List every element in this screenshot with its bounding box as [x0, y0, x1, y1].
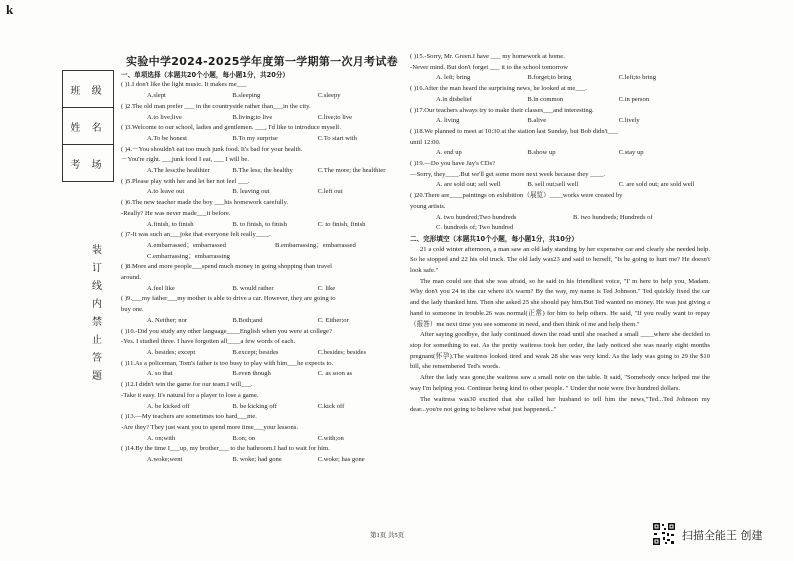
question-line: around.: [121, 274, 141, 282]
name-label: 姓 名: [63, 107, 113, 144]
answer-option: A. are sold out; sell well: [436, 181, 501, 189]
page-footer: 第1页 共5页: [370, 532, 405, 539]
answer-option: B.The less; the healthy: [232, 167, 293, 175]
answer-option: C.sleepy: [317, 92, 341, 100]
seal-char: 装: [92, 245, 102, 256]
seal-char: 内: [92, 299, 102, 310]
answer-option: A.in disbelief: [436, 95, 472, 103]
answer-options: [121, 134, 403, 145]
answer-options: [410, 180, 710, 191]
section-single-choice: 一、单项选择（本题共20个小题，每小题1分，共20分）: [121, 70, 290, 79]
answer-options: [121, 284, 403, 295]
answer-option: C.woke; has gone: [317, 456, 365, 464]
question-line: -Really? He was never made___it before.: [121, 209, 231, 217]
cloze-passage: [410, 245, 710, 416]
answer-option: C. are sold out; are sold well: [618, 181, 695, 189]
question-line: young artists.: [410, 202, 446, 210]
room-label: 考 场: [63, 144, 113, 181]
answer-options: [121, 455, 403, 466]
answer-option: B.on; on: [232, 434, 256, 442]
answer-option: A.To be honest: [147, 134, 188, 142]
answer-option: B.show up: [527, 149, 556, 157]
answer-option: B.alive: [527, 117, 547, 125]
answer-option: A. on;with: [147, 434, 176, 442]
answer-options: [121, 91, 403, 102]
question-line: ( )5.Please play with her and let her not feel ___.: [121, 177, 250, 185]
answer-option: B. leaving out: [232, 188, 270, 196]
question-line: buy one.: [121, 306, 144, 314]
answer-option: B. to finish, to finish: [232, 220, 287, 228]
answer-option: A.embarrassed；embarrassed: [147, 241, 226, 249]
scanner-watermark: 扫描全能王 创建: [682, 529, 763, 542]
question-line: -Never mind. But don't forget ___ it to the school tomorrow: [410, 63, 569, 71]
answer-options: [410, 223, 710, 234]
right-column: [410, 52, 710, 416]
seal-char: 订: [92, 263, 102, 274]
answer-option: C.To start with: [317, 134, 357, 142]
answer-option: B. be kicking off: [232, 402, 277, 410]
answer-options: [121, 113, 403, 124]
answer-options: [410, 95, 710, 106]
answer-option: C.live;to live: [317, 113, 353, 121]
answer-options: [121, 166, 403, 177]
answer-option: A. Neither; nor: [147, 316, 188, 324]
answer-option: C.in person: [618, 95, 650, 103]
question-line: ( )8.More and more people___spend much money in going shopping than travel: [121, 263, 332, 271]
answer-options: [121, 252, 403, 263]
passage-paragraph: The waitress was30 excited that she called her husband to tell him the news,"Ted...Ted Johnson my dear...you're not going to believe what just happened...": [410, 395, 710, 414]
answer-option: A. living: [436, 117, 460, 125]
question-line: until 12:00.: [410, 138, 441, 146]
answer-option: A.slept: [147, 92, 166, 100]
answer-option: A. besides; except: [147, 348, 196, 356]
answer-option: A. so that: [147, 370, 173, 378]
class-label: 班 级: [70, 85, 106, 97]
answer-options: [121, 220, 403, 231]
question-line: —Sorry, they____.But we'll get some more next week because they ____.: [410, 170, 606, 178]
answer-option: B.forget;to bring: [527, 74, 572, 82]
answer-option: B.even though: [232, 370, 271, 378]
answer-option: C.besides; besides: [317, 348, 367, 356]
question-line: ( )2.The old man prefer ___ in the countryside rather than___in the city.: [121, 102, 311, 110]
answer-option: B.embarrassing；embarrassed: [275, 241, 356, 249]
section-cloze: 二、完形填空（本题共10个小题，每小题1分，共10分）: [410, 234, 579, 243]
answer-option: A.to leave out: [147, 188, 185, 196]
answer-option: C.lively: [618, 117, 640, 125]
answer-option: A. two hundred;Two hundreds: [436, 213, 517, 221]
answer-option: A.feel like: [147, 284, 175, 292]
answer-option: B.To my surprise: [232, 134, 278, 142]
question-line: ( )12.I didn't win the game for our team.I will___.: [121, 381, 253, 389]
passage-paragraph: 21 a cold winter afternoon, a man saw an old lady standing by her expensive car and clearly she needed help. So he stopped and 22 his old truck. The old lady was23 and said to herself, "Is he going to hurt me? He doesn't look safe.": [410, 245, 710, 275]
answer-option: C. to finish, finish: [317, 220, 366, 228]
right-questions: [410, 52, 710, 234]
passage-paragraph: The man could see that she was afraid, so he said in his friendliest voice, "I' m here to help you, Madam. Why don't you 24 in the car where it's warm? By the way, my name is Ted Johnson." Ted quickly fixed the car and the lady thanked him. Then she asked 25 she should pay him.But Ted wanted no money. He was just giving a hand to someone in trouble.26 was normal(正常) for him to help others. He said, "If you really want to repay（报答）me next time you see someone in need, and then think of me and help them.": [410, 277, 710, 328]
answer-option: C. hundreds of; Two hundred: [436, 224, 514, 232]
answer-option: C.stay up: [618, 149, 644, 157]
question-line: ( )7-It was such an___joke that everyone felt really____.: [121, 231, 271, 239]
passage-paragraph: After the lady was gone,the waitress saw a small note on the table. It said, "Somebody once helped me the way I'm helping you. Continue being kind to other people. " Under the note were five hundred dollars.: [410, 374, 710, 392]
question-line: ( )6.The new teacher made the boy ___his homework carefully.: [121, 199, 289, 207]
qr-code-icon: [652, 522, 676, 546]
question-line: ( )4.－You shouldn't eat too much junk food. It's bad for your health.: [121, 145, 303, 153]
answer-options: [410, 213, 710, 224]
answer-option: C.The more; the healthier: [317, 167, 386, 175]
question-line: ( )15.-Sorry, Mr. Green.I have ___ my homework at home.: [410, 53, 565, 60]
answer-option: B. sell out;sell well: [527, 181, 579, 189]
answer-option: C.left;to bring: [618, 74, 657, 82]
question-line: ( )13.—My teachers are sometimes too hard___me.: [121, 413, 257, 421]
answer-option: A.woke;went: [147, 456, 183, 464]
answer-option: A.to live;live: [147, 113, 182, 121]
answer-option: A.finish, to finish: [147, 220, 194, 228]
left-column: [121, 52, 403, 466]
corner-mark: k: [6, 2, 14, 17]
question-line: ( )14.By the time I___up, my brother___ to the bathroom.I had to wait for him.: [121, 445, 330, 453]
answer-option: C. like: [317, 284, 336, 292]
answer-option: B.except; besides: [232, 348, 279, 356]
answer-option: B. woke; had gone: [232, 456, 282, 464]
question-line: ( )18.We planned to meet at 10:30 at the station last Sunday, but Bob didn't___: [410, 127, 618, 135]
seal-char: 止: [92, 335, 102, 346]
question-line: -Yes. I studied three. I have forgotten all____a few words of each.: [121, 338, 296, 346]
answer-option: C. as soon as: [317, 370, 353, 378]
answer-options: [410, 148, 710, 159]
answer-option: B.Both;and: [232, 316, 263, 324]
answer-option: C.with;on: [317, 434, 344, 442]
left-questions: [121, 80, 403, 465]
seal-char: 线: [92, 281, 102, 292]
question-line: ( )20.There are____paintings on exhibition（展览）____works were created by: [410, 192, 623, 200]
answer-option: B. two hundreds; Hundreds of: [573, 213, 653, 221]
question-line: ( )9.___my father___my mother is able to drive a car. However, they are going to: [121, 295, 336, 303]
answer-option: B.living;to live: [232, 113, 273, 121]
answer-option: B.sleeping: [232, 92, 261, 100]
student-info-box: [62, 70, 114, 182]
answer-options: [410, 73, 710, 84]
answer-option: C. Either;or: [317, 316, 349, 324]
answer-options: [121, 402, 403, 413]
question-line: ( )17.Our teachers always try to make their classes___and interesting.: [410, 106, 594, 114]
answer-option: B. would rather: [232, 284, 274, 292]
answer-options: [121, 241, 403, 252]
answer-option: A. left; bring: [436, 74, 471, 82]
seal-char: 禁: [92, 317, 102, 328]
question-line: -Take it easy. It's natural for a player to lose a game.: [121, 391, 259, 399]
answer-options: [410, 116, 710, 127]
answer-option: A. end up: [436, 149, 462, 157]
seal-char: 答: [92, 353, 102, 364]
question-line: ( )3.Welcome to our school, ladies and gentlemen. ___, I'd like to introduce myself.: [121, 124, 342, 132]
passage-paragraph: After saying goodbye, the lady continued down the road until she reached a small ____where she decided to stop for something to eat. As the pretty waitress took her order, the lady noticed she was nearly eight months pregnant(怀孕).The waitress looked tired and weak 28 she was very kind. As the lady was going to 29 the $10 bill, she remembered Ted's words.: [410, 331, 710, 371]
answer-options: [121, 348, 403, 359]
question-line: ( )1.I don't like the light music. It makes me___: [121, 81, 247, 89]
answer-option: C.embarrassing；embarrassing: [147, 252, 230, 260]
seal-line-notice: [90, 242, 104, 386]
answer-options: [121, 369, 403, 380]
answer-options: [121, 187, 403, 198]
question-line: ( )16.After the man heard the surprising news, he looked at me___.: [410, 85, 587, 93]
answer-option: A.The less;the healthier: [147, 167, 210, 175]
question-line: ( )10.-Did you study any other language____English when you were at college?: [121, 327, 332, 335]
exam-title: 实验中学2024-2025学年度第一学期第一次月考试卷: [126, 55, 398, 68]
question-line: -Are they? They just want you to spend more time___your lessons.: [121, 423, 298, 431]
answer-option: C.kick off: [317, 402, 345, 410]
answer-option: A. be kicked off: [147, 402, 190, 410]
question-line: ( )19.—Do you have Jay's CDs?: [410, 160, 496, 168]
question-line: ( )11.As a policeman, Tom's father is too busy to play with him___he expects to.: [121, 359, 334, 367]
question-line: －You're right. ___junk food I eat, ___ I will be.: [121, 156, 249, 164]
answer-option: B.in common: [527, 95, 564, 103]
answer-options: [121, 434, 403, 445]
answer-options: [121, 316, 403, 327]
answer-option: C.left out: [317, 188, 343, 196]
seal-char: 题: [92, 371, 102, 382]
